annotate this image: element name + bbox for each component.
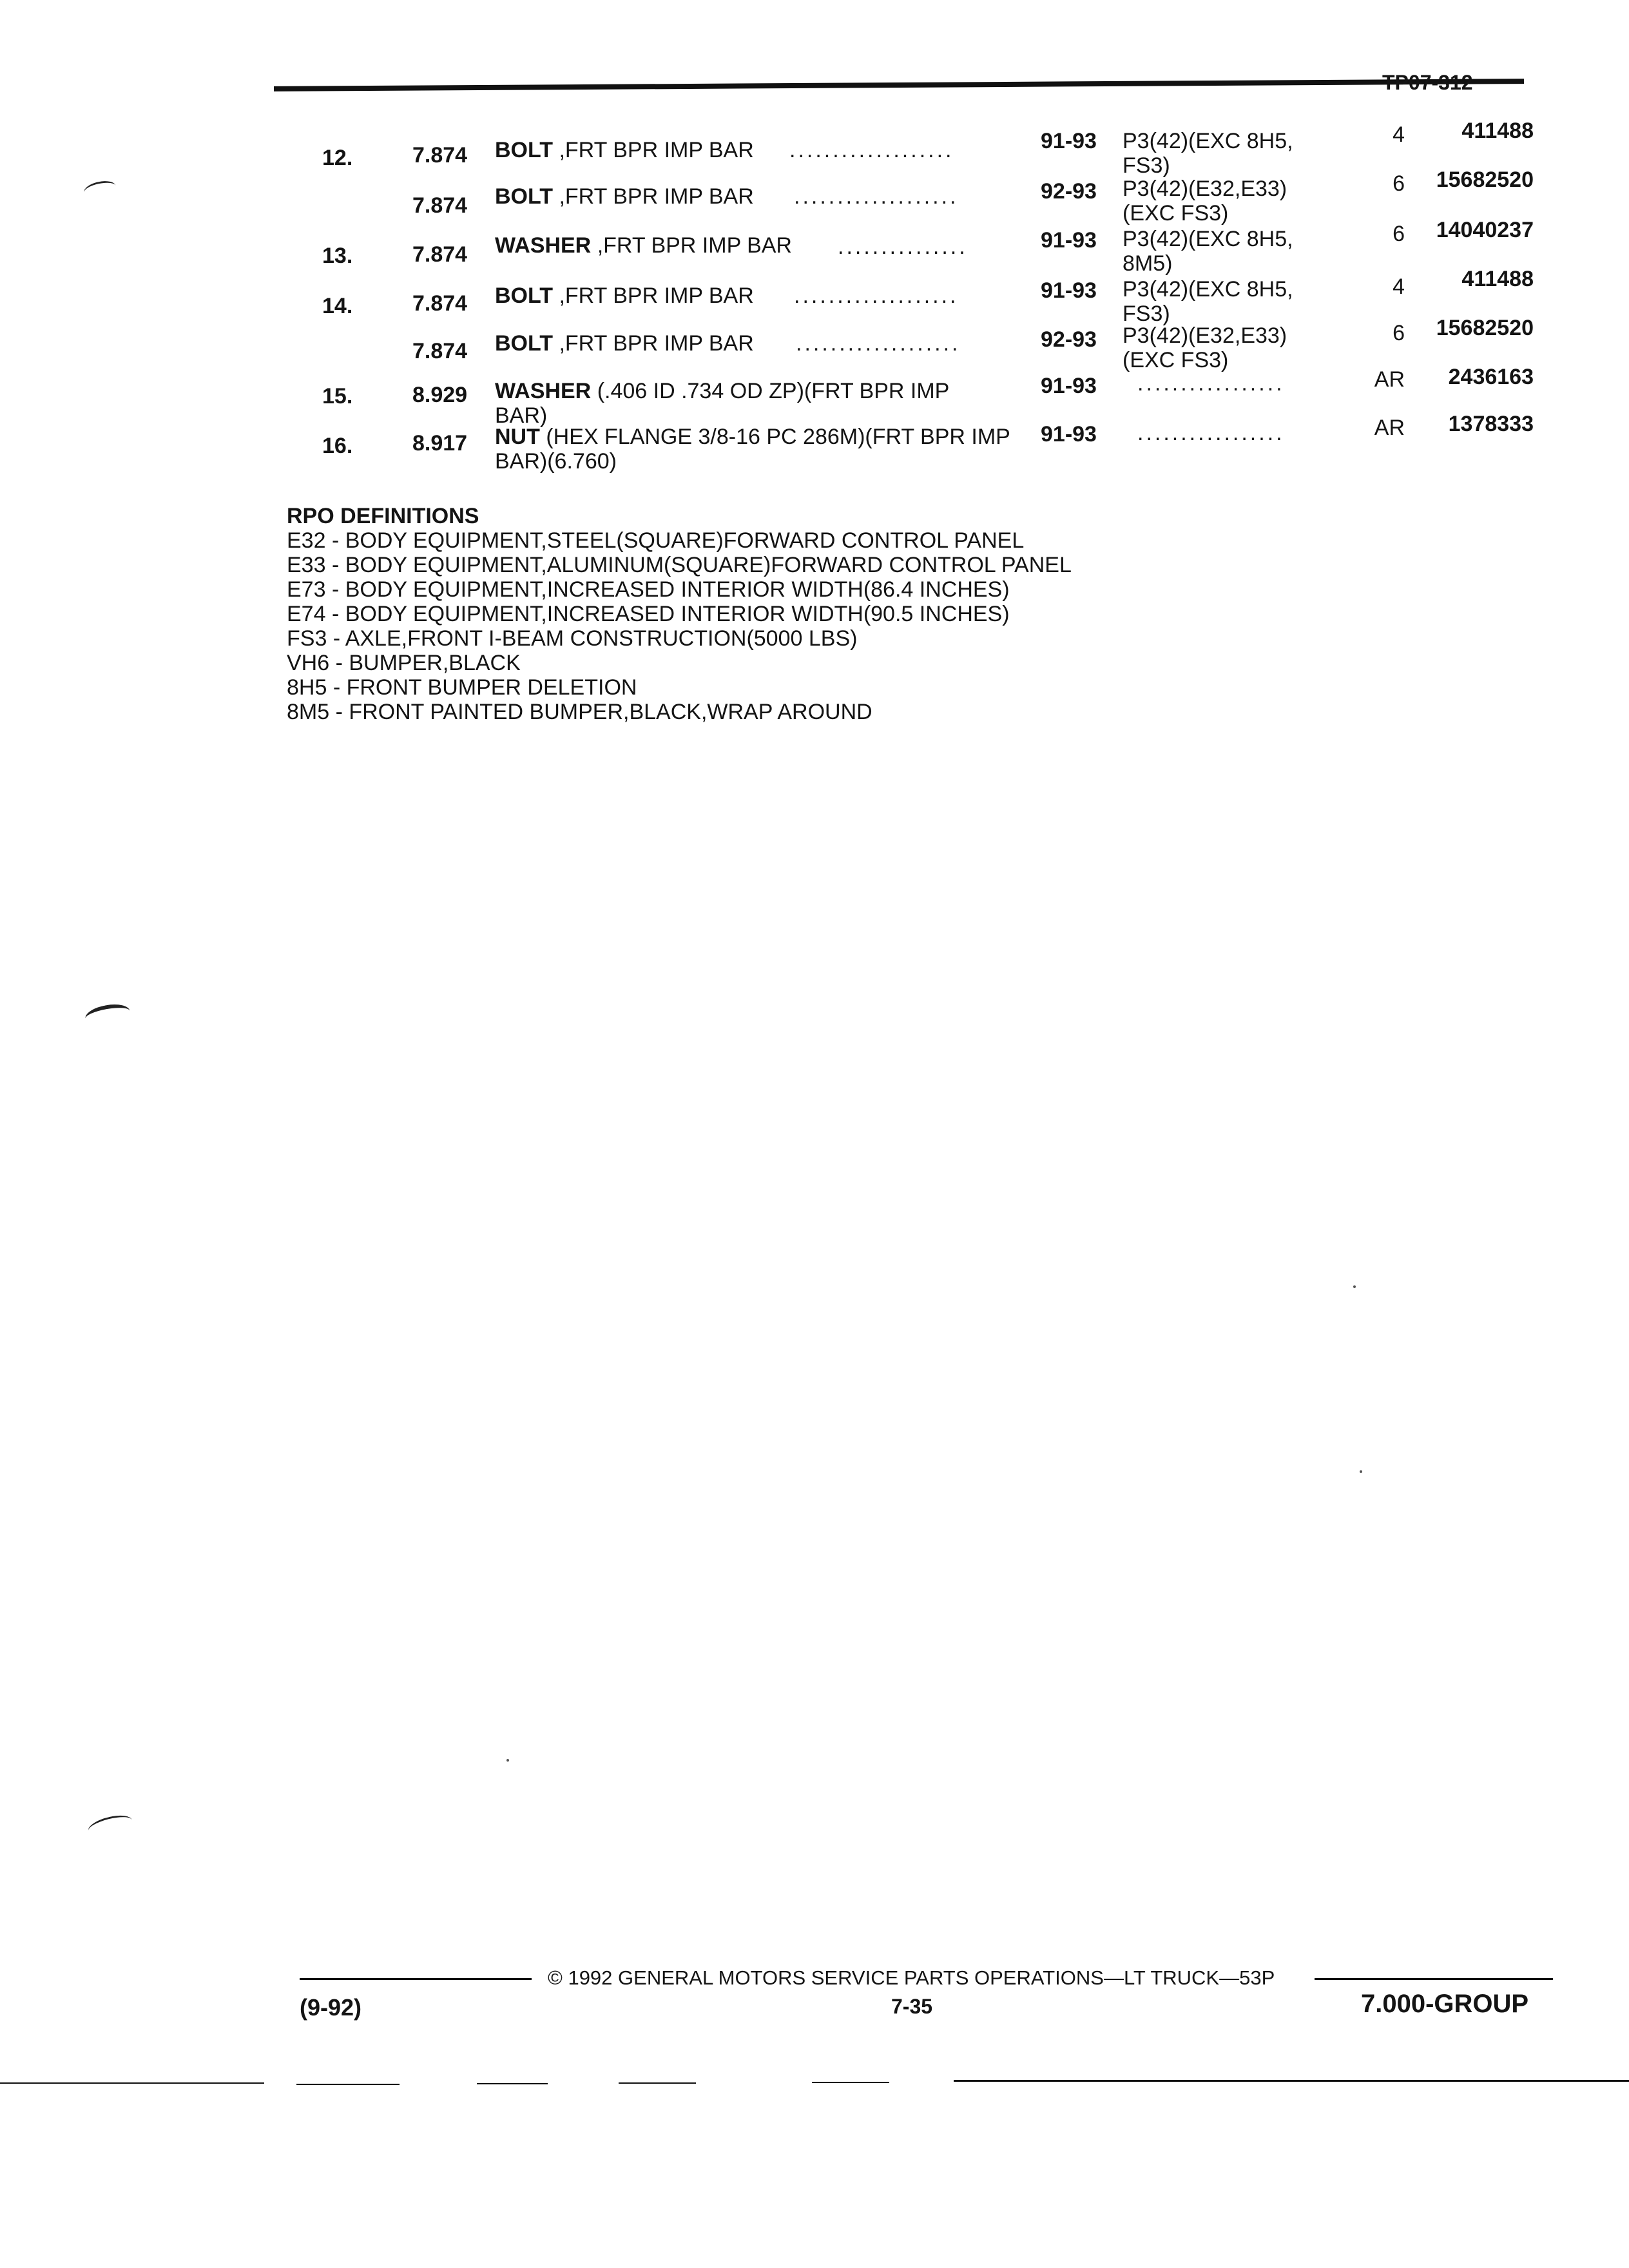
model-years: 91-93 — [1041, 422, 1097, 447]
usage-code: P3(42)(E32,E33) (EXC FS3) — [1123, 177, 1287, 226]
model-years: 92-93 — [1041, 179, 1097, 204]
part-number: 14040237 — [1436, 218, 1534, 242]
item-number: 15. — [322, 384, 353, 408]
description: BOLT ,FRT BPR IMP BAR — [495, 138, 754, 162]
scan-mark — [86, 1812, 134, 1840]
reference-number: 8.929 — [412, 383, 468, 407]
footer-copyright: © 1992 GENERAL MOTORS SERVICE PARTS OPERATIONS—LT TRUCK—53P — [548, 1966, 1275, 1989]
bottom-scan-line — [296, 2084, 400, 2085]
model-years: 91-93 — [1041, 228, 1097, 253]
leader-dots: ................... — [794, 184, 959, 209]
quantity: 6 — [1393, 222, 1405, 246]
description: BOLT ,FRT BPR IMP BAR — [495, 331, 754, 356]
usage-code: P3(42)(EXC 8H5, FS3) — [1123, 277, 1293, 326]
part-number: 2436163 — [1448, 365, 1534, 389]
rpo-line: 8M5 - FRONT PAINTED BUMPER,BLACK,WRAP AROUND — [287, 700, 872, 724]
quantity: 4 — [1393, 274, 1405, 299]
reference-number: 7.874 — [412, 193, 468, 218]
rpo-line: FS3 - AXLE,FRONT I-BEAM CONSTRUCTION(5000 LBS) — [287, 626, 858, 651]
description: WASHER ,FRT BPR IMP BAR — [495, 233, 792, 258]
scan-speck — [506, 1759, 509, 1762]
document-code: TP07-312 — [1382, 71, 1473, 94]
part-number: 411488 — [1461, 267, 1534, 291]
leader-dots: ................. — [1137, 421, 1285, 445]
reference-number: 8.917 — [412, 431, 468, 456]
bottom-scan-line — [619, 2082, 696, 2084]
rpo-line: E32 - BODY EQUIPMENT,STEEL(SQUARE)FORWARD CONTROL PANEL — [287, 528, 1025, 553]
rpo-line: E73 - BODY EQUIPMENT,INCREASED INTERIOR WIDTH(86.4 INCHES) — [287, 577, 1010, 602]
reference-number: 7.874 — [412, 339, 468, 363]
item-number: 16. — [322, 434, 353, 458]
leader-dots: ................... — [796, 331, 961, 356]
part-number: 15682520 — [1436, 316, 1534, 340]
quantity: AR — [1374, 367, 1405, 392]
model-years: 91-93 — [1041, 374, 1097, 398]
footer-rule-right — [1315, 1978, 1553, 1980]
description: BOLT ,FRT BPR IMP BAR — [495, 284, 754, 308]
leader-dots: ................. — [1137, 371, 1285, 396]
scan-speck — [1360, 1470, 1362, 1473]
rpo-line: E33 - BODY EQUIPMENT,ALUMINUM(SQUARE)FORWARD CONTROL PANEL — [287, 553, 1072, 577]
usage-code: P3(42)(EXC 8H5, 8M5) — [1123, 227, 1293, 276]
description: WASHER (.406 ID .734 OD ZP)(FRT BPR IMP BAR) — [495, 379, 949, 428]
footer-date: (9-92) — [300, 1994, 362, 2021]
part-number: 15682520 — [1436, 168, 1534, 192]
leader-dots: ............... — [838, 235, 968, 259]
rpo-title: RPO DEFINITIONS — [287, 504, 479, 528]
part-number: 411488 — [1461, 119, 1534, 143]
quantity: 6 — [1393, 321, 1405, 345]
leader-dots: ................... — [794, 284, 959, 308]
description: NUT (HEX FLANGE 3/8-16 PC 286M)(FRT BPR IMP BAR)(6.760) — [495, 425, 1010, 474]
scan-mark — [84, 1001, 131, 1028]
group-label: 7.000-GROUP — [1361, 1990, 1529, 2018]
reference-number: 7.874 — [412, 143, 468, 168]
usage-code: P3(42)(EXC 8H5, FS3) — [1123, 129, 1293, 178]
bottom-scan-line — [954, 2080, 1629, 2082]
model-years: 91-93 — [1041, 278, 1097, 303]
bottom-scan-line — [0, 2082, 264, 2084]
header-rule — [274, 79, 1524, 91]
scan-speck — [1353, 1285, 1356, 1288]
model-years: 91-93 — [1041, 129, 1097, 153]
model-years: 92-93 — [1041, 327, 1097, 352]
rpo-definitions — [287, 504, 1072, 724]
footer-rule-left — [300, 1978, 532, 1980]
bottom-scan-line — [477, 2083, 548, 2084]
item-number: 13. — [322, 244, 353, 268]
item-number: 14. — [322, 294, 353, 318]
description: BOLT ,FRT BPR IMP BAR — [495, 184, 754, 209]
item-number: 12. — [322, 146, 353, 170]
quantity: 4 — [1393, 122, 1405, 147]
leader-dots: ................... — [789, 138, 954, 162]
part-number: 1378333 — [1448, 412, 1534, 436]
page-number: 7-35 — [891, 1995, 933, 2018]
reference-number: 7.874 — [412, 242, 468, 267]
rpo-line: E74 - BODY EQUIPMENT,INCREASED INTERIOR WIDTH(90.5 INCHES) — [287, 602, 1010, 626]
quantity: AR — [1374, 416, 1405, 440]
table-row — [0, 412, 1629, 480]
quantity: 6 — [1393, 171, 1405, 196]
usage-code: P3(42)(E32,E33) (EXC FS3) — [1123, 323, 1287, 372]
bottom-scan-line — [812, 2082, 889, 2083]
reference-number: 7.874 — [412, 291, 468, 316]
rpo-line: 8H5 - FRONT BUMPER DELETION — [287, 675, 637, 700]
rpo-line: VH6 - BUMPER,BLACK — [287, 651, 521, 675]
